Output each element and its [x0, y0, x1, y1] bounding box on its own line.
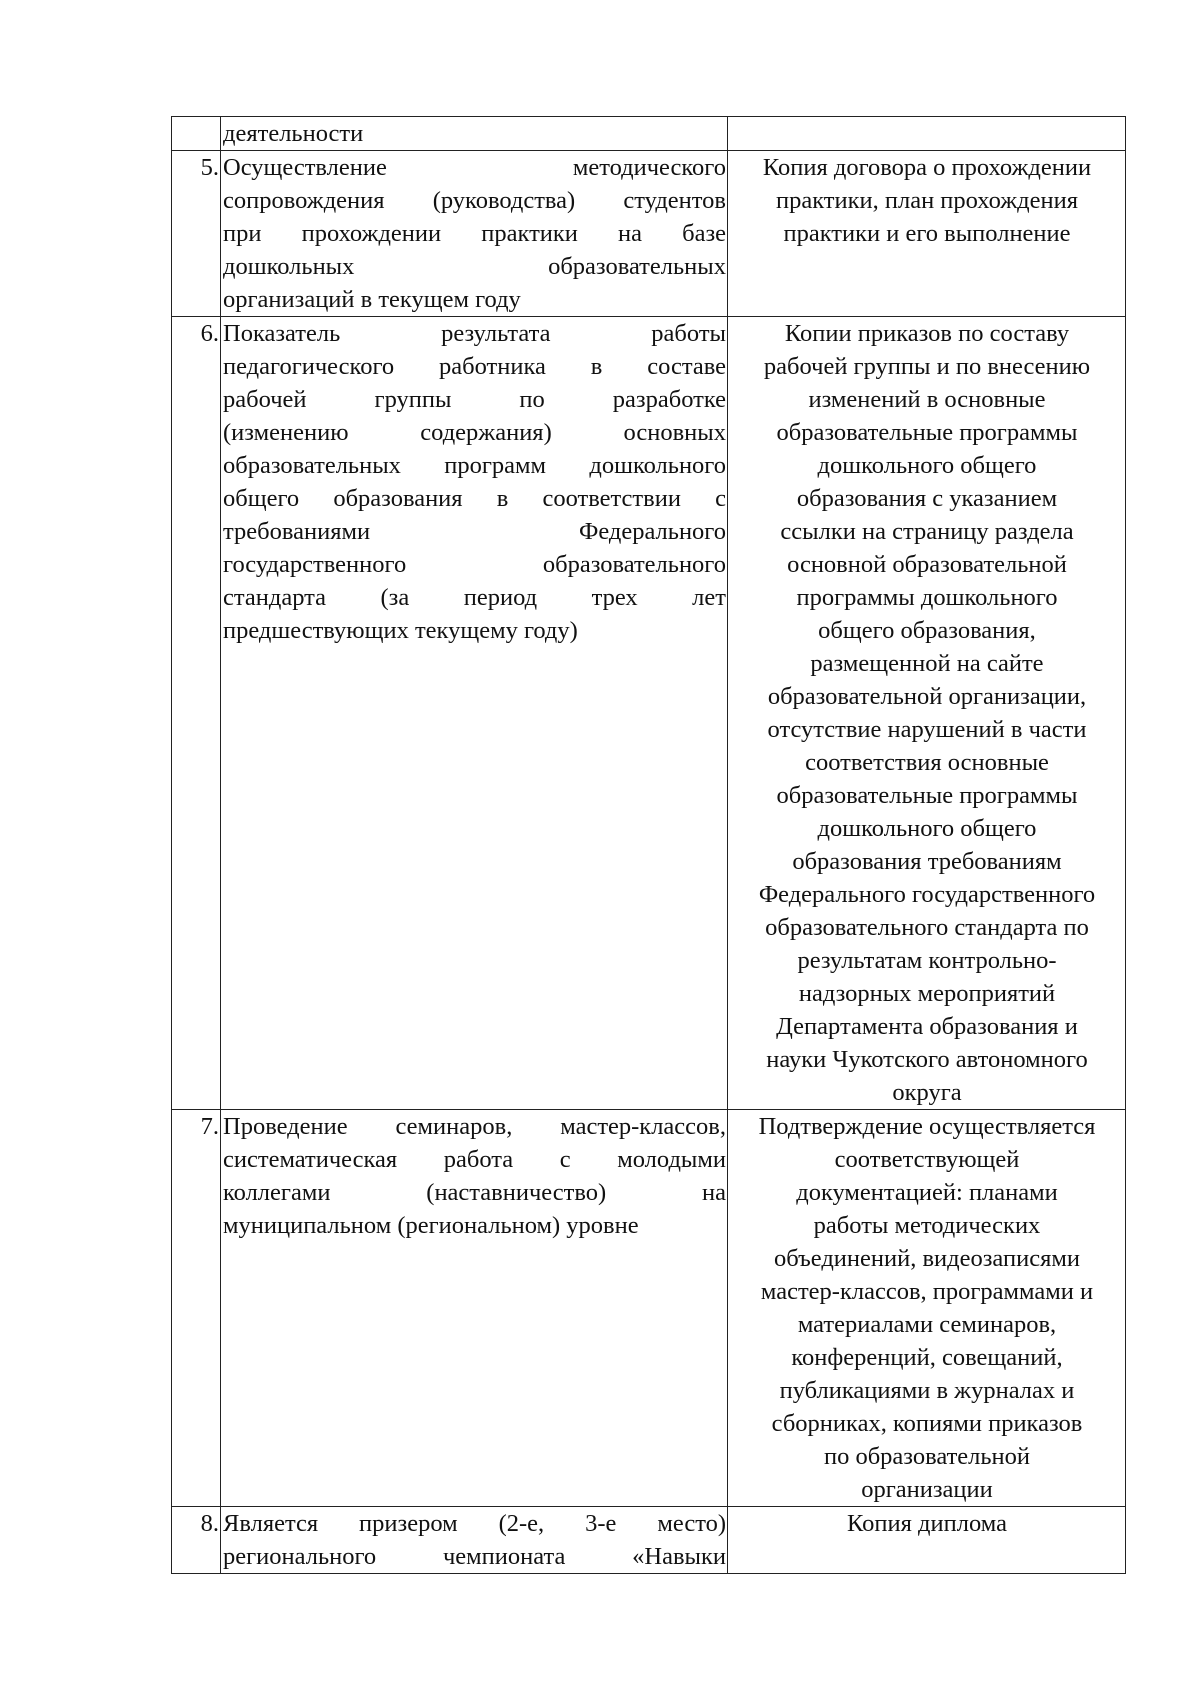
document-line: изменений в основные: [808, 386, 1046, 413]
document-line: Федерального государственного: [758, 881, 1096, 908]
indicator-line: образовательных программ дошкольного: [223, 452, 726, 479]
indicator-line: деятельности: [223, 120, 364, 147]
indicator-line: требованиями Федерального: [223, 518, 726, 545]
table-row: [172, 117, 1126, 151]
document-line: основной образовательной: [787, 551, 1067, 578]
document-line: мастер-классов, программами и: [760, 1278, 1094, 1305]
indicator-line: Показатель результата работы: [223, 320, 726, 347]
indicator-line: муниципальном (региональном) уровне: [223, 1212, 639, 1239]
indicator-cell: [221, 151, 728, 317]
indicator-line: Является призером (2-е, 3-е место): [223, 1510, 726, 1537]
document-line: отсутствие нарушений в части: [767, 716, 1087, 743]
document-line: общего образования,: [818, 617, 1036, 644]
document-line: образования с указанием: [796, 485, 1058, 512]
indicator-cell: [221, 117, 728, 151]
indicator-cell: [221, 1110, 728, 1507]
document-line: Подтверждение осуществляется: [758, 1113, 1096, 1140]
indicator-line: сопровождения (руководства) студентов: [223, 187, 726, 214]
indicator-line: (изменению содержания) основных: [223, 419, 726, 446]
document-cell: [728, 317, 1126, 1110]
row-number: 7.: [172, 1110, 221, 1507]
document-line: дошкольного общего: [817, 815, 1037, 842]
row-number: 8.: [172, 1507, 221, 1574]
indicator-cell: [221, 1507, 728, 1574]
document-cell: [728, 151, 1126, 317]
indicator-line: Проведение семинаров, мастер-классов,: [223, 1113, 726, 1140]
document-line: соответствия основные: [805, 749, 1049, 776]
document-line: по образовательной: [823, 1443, 1031, 1470]
row-number: [172, 117, 221, 151]
document-line: размещенной на сайте: [810, 650, 1044, 677]
indicator-line: рабочей группы по разработке: [223, 386, 726, 413]
document-line: образовательного стандарта по: [765, 914, 1089, 941]
document-line: науки Чукотского автономного: [766, 1046, 1088, 1073]
indicator-line: регионального чемпионата «Навыки: [223, 1543, 726, 1570]
document-line: документацией: планами: [796, 1179, 1058, 1206]
document-cell: [728, 117, 1126, 151]
indicator-line: государственного образовательного: [223, 551, 726, 578]
document-line: образования требованиям: [792, 848, 1062, 875]
document-line: [730, 117, 1124, 150]
indicator-line: общего образования в соответствии с: [223, 485, 726, 512]
table-row: [172, 1110, 1126, 1507]
indicator-line: стандарта (за период трех лет: [223, 584, 726, 611]
document-line: организации: [861, 1476, 993, 1503]
table-row: [172, 151, 1126, 317]
document-line: образовательные программы: [776, 419, 1078, 446]
criteria-table-body: [172, 117, 1126, 1574]
document-line: округа: [892, 1079, 962, 1106]
document-line: объединений, видеозаписями: [774, 1245, 1080, 1272]
document-line: Копия договора о прохождении: [762, 154, 1092, 181]
row-number: 5.: [172, 151, 221, 317]
indicator-cell: [221, 317, 728, 1110]
document-line: конференций, совещаний,: [791, 1344, 1063, 1371]
document-line: результатам контрольно-: [797, 947, 1057, 974]
document-line: Копия диплома: [847, 1510, 1007, 1537]
indicator-line: дошкольных образовательных: [223, 253, 726, 280]
indicator-line: предшествующих текущему году): [223, 617, 578, 644]
indicator-line: педагогического работника в составе: [223, 353, 726, 380]
document-line: сборниках, копиями приказов: [771, 1410, 1083, 1437]
document-line: Департамента образования и: [776, 1013, 1078, 1040]
document-line: публикациями в журналах и: [779, 1377, 1075, 1404]
document-line: образовательной организации,: [767, 683, 1087, 710]
document-cell: [728, 1507, 1126, 1574]
indicator-line: коллегами (наставничество) на: [223, 1179, 726, 1206]
indicator-line: при прохождении практики на базе: [223, 220, 726, 247]
document-line: материалами семинаров,: [797, 1311, 1057, 1338]
document-line: ссылки на страницу раздела: [780, 518, 1074, 545]
document-line: Копии приказов по составу: [784, 320, 1070, 347]
indicator-line: систематическая работа с молодыми: [223, 1146, 726, 1173]
indicator-line: Осуществление методического: [223, 154, 726, 181]
table-row: [172, 1507, 1126, 1574]
document-line: соответствующей: [834, 1146, 1020, 1173]
document-line: практики, план прохождения: [775, 187, 1079, 214]
document-line: образовательные программы: [776, 782, 1078, 809]
row-number: 6.: [172, 317, 221, 1110]
document-line: рабочей группы и по внесению: [763, 353, 1091, 380]
document-line: работы методических: [813, 1212, 1041, 1239]
document-line: программы дошкольного: [796, 584, 1058, 611]
document-line: дошкольного общего: [817, 452, 1037, 479]
table-row: [172, 317, 1126, 1110]
criteria-table: [171, 116, 1126, 1574]
indicator-line: организаций в текущем году: [223, 286, 521, 313]
document-cell: [728, 1110, 1126, 1507]
document-line: надзорных мероприятий: [798, 980, 1056, 1007]
document-line: практики и его выполнение: [783, 220, 1071, 247]
